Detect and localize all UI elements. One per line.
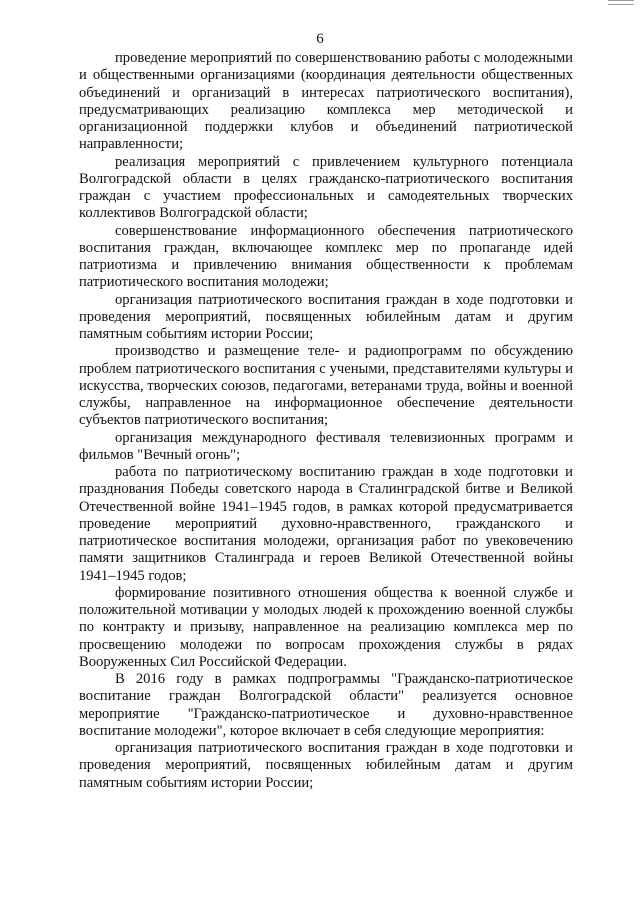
paragraph-1: проведение мероприятий по совершенствованию работы с молодежными и общественными организациями (координация деятельности общественных объединений и организаций в интересах патриотического воспитания), предусматривающих реализацию комплекса мер методической и организационной поддержки клубов и объединений патриотической направленности; (79, 50, 573, 153)
paragraph-5: производство и размещение теле- и радиопрограмм по обсуждению проблем патриотического воспитания с учеными, представителями культуры и искусства, творческих союзов, педагогами, ветеранами труда, войны и военной службы, направленное на информационное обеспечение деятельности субъектов патриотического воспитания; (79, 343, 573, 429)
page-number: 6 (316, 31, 324, 47)
paragraph-2: реализация мероприятий с привлечением культурного потенциала Волгоградской области в целях гражданско-патриотического воспитания граждан с участием профессиональных и самодеятельных творческих коллективов Волгоградской области; (79, 153, 573, 222)
paragraph-8: формирование позитивного отношения общества к военной службе и положительной мотивации у молодых людей к прохождению военной службы по контракту и призыву, направленное на реализацию комплекса мер по просвещению молодежи по вопросам прохождения службы в рядах Вооруженных Сил Российской Федерации. (79, 584, 573, 670)
paragraph-7: работа по патриотическому воспитанию граждан в ходе подготовки и празднования Победы советского народа в Сталинградской битве и Великой Отечественной войне 1941–1945 годов, в рамках которой предусматривается проведение мероприятий духовно-нравственного, гражданского и патриотическое воспитания молодежи, организация работ по увековечению памяти защитников Сталинграда и героев Великой Отечественной войны 1941–1945 годов; (79, 464, 573, 584)
paragraph-3: совершенствование информационного обеспечения патриотического воспитания граждан, включающее комплекс мер по пропаганде идей патриотизма и привлечению внимания общественности к проблемам патриотического воспитания молодежи; (79, 222, 573, 291)
paragraph-4: организация патриотического воспитания граждан в ходе подготовки и проведения мероприятий, посвященных юбилейным датам и другим памятным событиям истории России; (79, 291, 573, 342)
scan-corner-mark (608, 0, 634, 5)
document-body (79, 50, 573, 792)
paragraph-9: В 2016 году в рамках подпрограммы "Гражданско-патриотическое воспитание граждан Волгоградской области" реализуется основное мероприятие "Гражданско-патриотическое и духовно-нравственное воспитание молодежи", которое включает в себя следующие мероприятия: (79, 671, 573, 739)
paragraph-6: организация международного фестиваля телевизионных программ и фильмов "Вечный огонь"; (79, 429, 573, 463)
paragraph-10: организация патриотического воспитания граждан в ходе подготовки и проведения мероприятий, посвященных юбилейным датам и другим памятным событиям истории России; (79, 740, 573, 791)
